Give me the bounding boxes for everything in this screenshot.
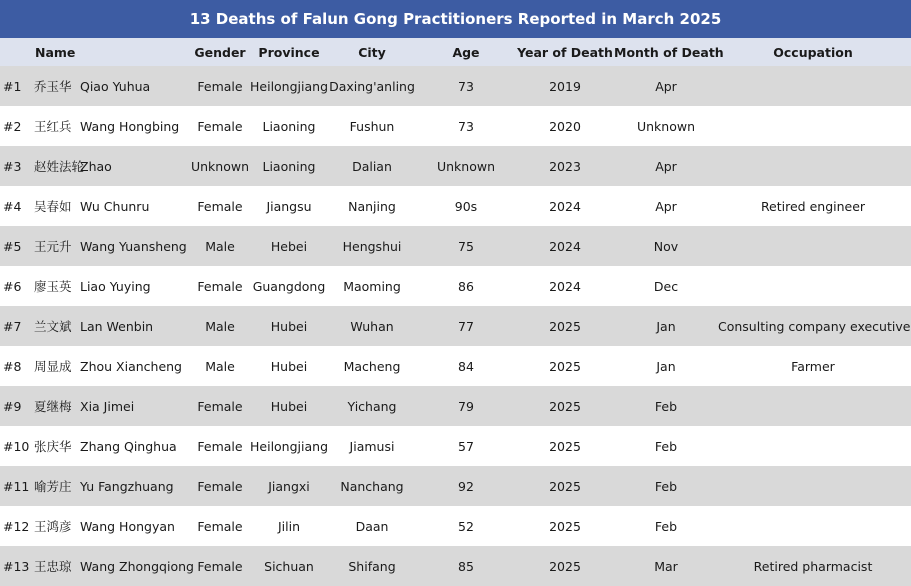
cell-city: Wuhan [350, 318, 394, 334]
cell-age: 90s [454, 198, 478, 214]
cell-age: 86 [458, 278, 474, 294]
table-row [0, 426, 911, 466]
cell-cn: 张庆华 [34, 439, 72, 454]
cell-en: Zhou Xiancheng [80, 358, 182, 374]
cell-year: 2023 [549, 158, 581, 174]
cell-month: Feb [654, 478, 678, 494]
cell-cn: 吴春如 [34, 199, 72, 214]
cell-province: Jiangxi [268, 478, 310, 494]
cell-city: Maoming [343, 278, 401, 294]
cell-num: #3 [3, 158, 22, 174]
cell-age: 85 [458, 558, 474, 574]
cell-num: #8 [3, 358, 22, 374]
cell-age: 57 [458, 438, 474, 454]
cell-province: Heilongjiang [250, 438, 329, 454]
cell-occupation: Retired engineer [760, 198, 866, 214]
cell-city: Shifang [348, 558, 396, 574]
header-age: Age [452, 44, 480, 60]
table-row [0, 506, 911, 546]
header-gender: Gender [194, 44, 246, 60]
header-occupation: Occupation [773, 44, 853, 60]
cell-year: 2019 [549, 78, 581, 94]
header-city: City [358, 44, 386, 60]
cell-city: Nanjing [348, 198, 396, 214]
cell-month: Unknown [636, 118, 696, 134]
cell-gender: Female [197, 558, 243, 574]
table-row [0, 146, 911, 186]
cell-gender: Female [197, 478, 243, 494]
cell-en: Wang Yuansheng [80, 238, 187, 254]
cell-en: Zhang Qinghua [80, 438, 177, 454]
cell-num: #6 [3, 278, 22, 294]
cell-gender: Male [205, 358, 235, 374]
cell-cn: 廖玉英 [34, 279, 72, 294]
cell-year: 2024 [549, 278, 581, 294]
cell-province: Hubei [270, 358, 308, 374]
cell-month: Jan [656, 358, 676, 374]
cell-occupation: Farmer [791, 358, 835, 374]
cell-en: Liao Yuying [80, 278, 151, 294]
cell-province: Hubei [270, 398, 308, 414]
cell-year: 2025 [549, 558, 581, 574]
cell-num: #13 [3, 558, 30, 574]
table-row [0, 346, 911, 386]
cell-num: #10 [3, 438, 30, 454]
cell-cn: 喻芳庄 [34, 479, 72, 494]
table-header [0, 38, 911, 66]
cell-year: 2025 [549, 318, 581, 334]
cell-month: Apr [655, 158, 677, 174]
cell-cn: 乔玉华 [34, 79, 72, 94]
cell-month: Jan [656, 318, 676, 334]
cell-age: 75 [458, 238, 474, 254]
cell-age: Unknown [436, 158, 496, 174]
table-row [0, 546, 911, 586]
table-row [0, 386, 911, 426]
cell-en: Wang Hongbing [80, 118, 180, 134]
cell-cn: 王鸿彦 [34, 519, 72, 534]
cell-num: #1 [3, 78, 22, 94]
cell-province: Heilongjiang [250, 78, 329, 94]
cell-year: 2025 [549, 438, 581, 454]
table-row [0, 186, 911, 226]
cell-age: 73 [458, 118, 474, 134]
cell-gender: Female [197, 198, 243, 214]
cell-province: Guangdong [252, 278, 326, 294]
cell-num: #12 [3, 518, 30, 534]
table-row [0, 66, 911, 106]
cell-gender: Female [197, 398, 243, 414]
cell-city: Jiamusi [349, 438, 395, 454]
table-body [0, 66, 911, 586]
cell-en: Xia Jimei [80, 398, 135, 414]
cell-num: #11 [3, 478, 30, 494]
cell-age: 79 [458, 398, 474, 414]
table-row [0, 306, 911, 346]
cell-city: Daxing'anling [329, 78, 415, 94]
cell-cn: 王元升 [34, 239, 72, 254]
table-row [0, 266, 911, 306]
cell-province: Hubei [270, 318, 308, 334]
table-row [0, 106, 911, 146]
cell-en: Wu Chunru [80, 198, 150, 214]
cell-year: 2020 [549, 118, 581, 134]
cell-age: 77 [458, 318, 474, 334]
cell-city: Hengshui [342, 238, 402, 254]
cell-num: #4 [3, 198, 22, 214]
cell-month: Apr [655, 198, 677, 214]
table-row [0, 226, 911, 266]
cell-cn: 赵姓法轮 [34, 159, 85, 174]
cell-en: Qiao Yuhua [80, 78, 151, 94]
cell-num: #7 [3, 318, 22, 334]
cell-gender: Male [205, 318, 235, 334]
cell-city: Fushun [349, 118, 395, 134]
cell-month: Nov [653, 238, 679, 254]
cell-num: #9 [3, 398, 22, 414]
header-province: Province [258, 44, 320, 60]
cell-age: 84 [458, 358, 474, 374]
header-name: Name [35, 44, 76, 60]
cell-month: Mar [654, 558, 678, 574]
cell-city: Nanchang [340, 478, 404, 494]
cell-gender: Male [205, 238, 235, 254]
cell-province: Jilin [277, 518, 301, 534]
cell-occupation: Retired pharmacist [753, 558, 873, 574]
cell-en: Yu Fangzhuang [80, 478, 174, 494]
cell-month: Apr [655, 78, 677, 94]
cell-cn: 王红兵 [34, 119, 72, 134]
cell-province: Jiangsu [266, 198, 312, 214]
cell-gender: Female [197, 278, 243, 294]
cell-gender: Female [197, 438, 243, 454]
cell-en: Lan Wenbin [80, 318, 154, 334]
cell-city: Yichang [347, 398, 397, 414]
cell-month: Feb [654, 398, 678, 414]
cell-num: #5 [3, 238, 22, 254]
cell-age: 52 [458, 518, 474, 534]
cell-year: 2024 [549, 238, 581, 254]
cell-gender: Female [197, 78, 243, 94]
cell-num: #2 [3, 118, 22, 134]
cell-year: 2025 [549, 358, 581, 374]
cell-city: Daan [355, 518, 389, 534]
cell-year: 2025 [549, 398, 581, 414]
cell-year: 2024 [549, 198, 581, 214]
cell-cn: 夏继梅 [34, 399, 72, 414]
cell-en: Wang Hongyan [80, 518, 175, 534]
cell-city: Macheng [343, 358, 401, 374]
cell-occupation: Consulting company executive [718, 318, 911, 334]
table-title: 13 Deaths of Falun Gong Practitioners Reported in March 2025 [0, 0, 911, 38]
cell-province: Hebei [270, 238, 308, 254]
cell-cn: 兰文斌 [34, 319, 72, 334]
cell-en: Wang Zhongqiong [80, 558, 194, 574]
cell-en: Zhao [80, 158, 112, 174]
header-month: Month of Death [614, 44, 724, 60]
cell-province: Sichuan [264, 558, 314, 574]
header-year: Year of Death [517, 44, 613, 60]
cell-year: 2025 [549, 478, 581, 494]
cell-province: Liaoning [262, 118, 316, 134]
cell-month: Dec [653, 278, 679, 294]
cell-month: Feb [654, 438, 678, 454]
cell-gender: Unknown [190, 158, 250, 174]
cell-cn: 周显成 [34, 359, 72, 374]
table-row [0, 466, 911, 506]
cell-gender: Female [197, 118, 243, 134]
cell-cn: 王忠琼 [34, 559, 72, 574]
cell-age: 73 [458, 78, 474, 94]
cell-gender: Female [197, 518, 243, 534]
cell-year: 2025 [549, 518, 581, 534]
cell-month: Feb [654, 518, 678, 534]
cell-province: Liaoning [262, 158, 316, 174]
cell-city: Dalian [352, 158, 392, 174]
cell-age: 92 [458, 478, 474, 494]
